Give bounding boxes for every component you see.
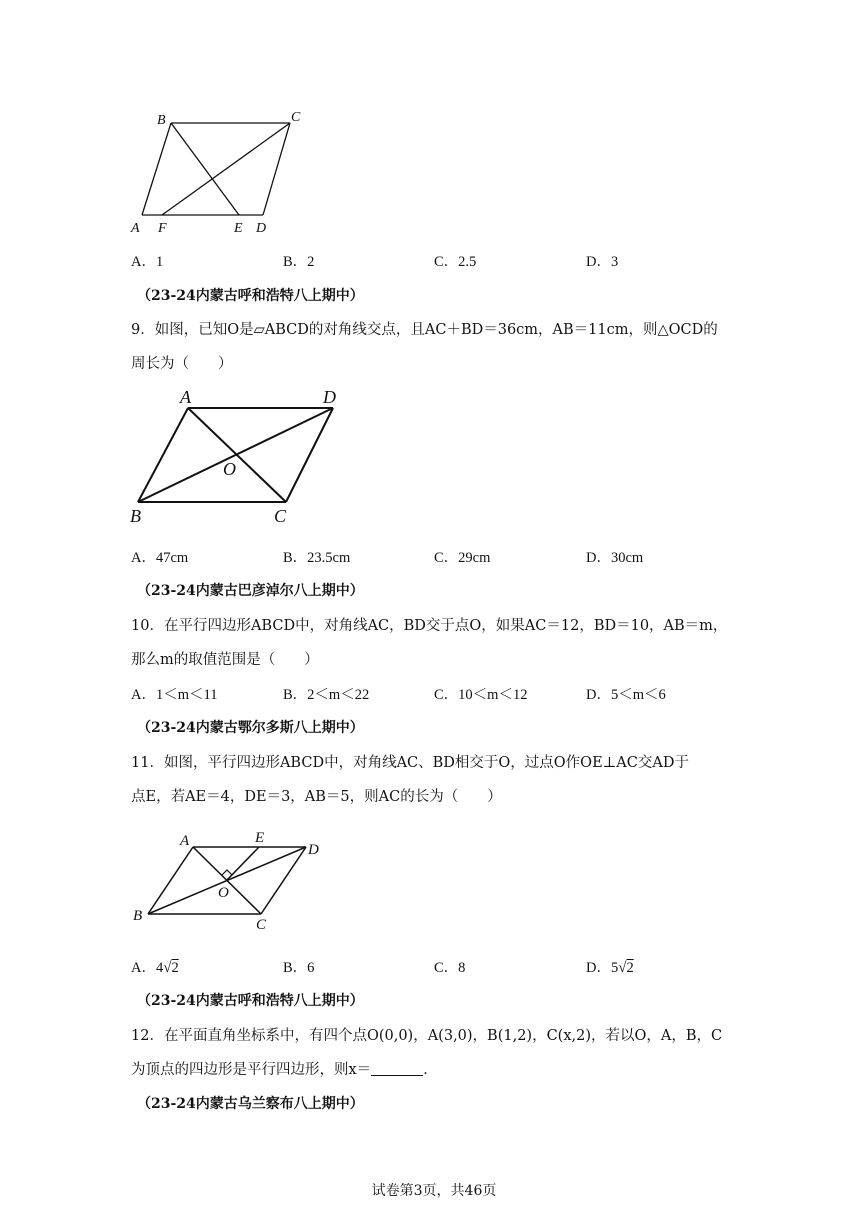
q9-text-line2: 周长为（ ） (131, 356, 233, 372)
q11-text-line2: 点E，若AE＝4，DE＝3，AB＝5，则AC的长为（ ） (131, 789, 502, 805)
label-D: D (323, 387, 336, 407)
answer-blank[interactable] (371, 1061, 423, 1076)
q10-option-a: A．1＜m＜11 (131, 687, 218, 703)
label-C: C (256, 917, 267, 933)
figure-parallelogram-q11 (128, 825, 333, 933)
label-E: E (234, 221, 243, 236)
q9-source: （23-24内蒙古呼和浩特八上期中） (137, 288, 364, 304)
q11-text-line1: 11．如图，平行四边形ABCD中，对角线AC、BD相交于O，过点O作OE⊥AC交AD于 (131, 755, 689, 771)
label-D: D (308, 842, 319, 858)
q12-text-line1: 12．在平面直角坐标系中，有四个点O(0,0)，A(3,0)，B(1,2)，C(x,2)，若以O，A，B，C (131, 1028, 723, 1044)
q8-option-d: D．3 (586, 254, 619, 270)
label-O: O (218, 885, 229, 901)
q12-text-line2: 为顶点的四边形是平行四边形，则x＝ ． (131, 1062, 438, 1078)
q13-source: （23-24内蒙古乌兰察布八上期中） (137, 1096, 364, 1112)
figure-parallelogram-q9 (128, 385, 353, 530)
label-B: B (133, 908, 143, 924)
q9-option-c: C．29cm (434, 550, 491, 566)
q11-option-b: B．6 (283, 960, 315, 976)
label-E: E (255, 830, 265, 846)
label-B: B (130, 506, 141, 526)
label-C: C (274, 506, 287, 526)
label-D: D (256, 221, 267, 236)
q10-text-line1: 10．在平行四边形ABCD中，对角线AC，BD交于点O，如果AC＝12，BD＝10，AB＝m， (131, 618, 728, 634)
q11-option-a: A．4√2 (131, 960, 179, 976)
q8-option-a: A．1 (131, 254, 164, 270)
q9-option-d: D．30cm (586, 550, 644, 566)
label-A: A (180, 833, 190, 849)
label-A: A (180, 387, 191, 407)
q10-option-d: D．5＜m＜6 (586, 687, 666, 703)
q11-source: （23-24内蒙古鄂尔多斯八上期中） (137, 720, 364, 736)
label-F: F (158, 221, 167, 236)
q11-option-c: C．8 (434, 960, 466, 976)
q9-option-b: B．23.5cm (283, 550, 351, 566)
q12-source: （23-24内蒙古呼和浩特八上期中） (137, 993, 364, 1009)
page-footer: 试卷第3页，共46页 (371, 1183, 497, 1199)
label-C: C (291, 110, 301, 125)
figure-parallelogram-1 (125, 108, 315, 236)
q11-option-d: D．5√2 (586, 960, 634, 976)
q10-option-c: C．10＜m＜12 (434, 687, 528, 703)
q8-option-c: C．2.5 (434, 254, 477, 270)
q10-option-b: B．2＜m＜22 (283, 687, 370, 703)
q8-option-b: B．2 (283, 254, 315, 270)
label-A: A (131, 221, 140, 236)
label-B: B (157, 113, 166, 128)
q9-option-a: A．47cm (131, 550, 189, 566)
label-O: O (223, 459, 236, 479)
q10-source: （23-24内蒙古巴彦淖尔八上期中） (137, 583, 364, 599)
q10-text-line2: 那么m的取值范围是（ ） (131, 652, 319, 668)
q9-text-line1: 9．如图，已知O是▱ABCD的对角线交点，且AC＋BD＝36cm，AB＝11cm，则△OCD的 (131, 322, 718, 338)
